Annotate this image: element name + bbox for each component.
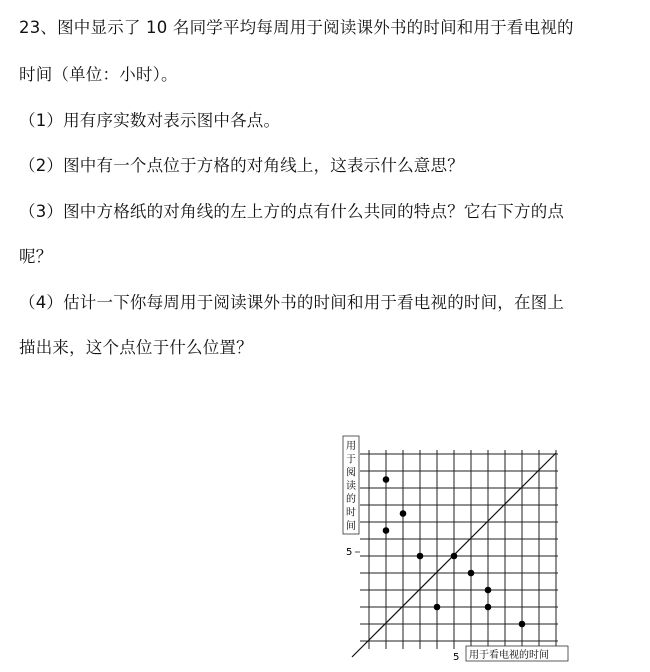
data-point: [400, 510, 407, 517]
data-point: [383, 476, 390, 483]
data-point: [434, 604, 441, 611]
question-part-2: （2）图中有一个点位于方格的对角线上，这表示什么意思？: [19, 156, 464, 175]
question-line-2: 时间（单位：小时）。: [19, 65, 178, 84]
data-point: [485, 604, 492, 611]
data-point: [417, 553, 424, 560]
question-part-4a: （4）估计一下你每周用于阅读课外书的时间和用于看电视的时间，在图上: [19, 293, 565, 312]
question-part-3a: （3）图中方格纸的对角线的左上方的点有什么共同的特点？它右下方的点: [19, 202, 565, 221]
question-line-1: 23、图中显示了 10 名同学平均每周用于阅读课外书的时间和用于看电视的: [19, 18, 574, 37]
data-point: [451, 553, 458, 560]
data-point: [485, 587, 492, 594]
question-part-4b: 描出来，这个点位于什么位置？: [19, 338, 253, 357]
data-point: [383, 527, 390, 534]
question-part-3b: 呢？: [19, 247, 53, 266]
y-tick-label: 5: [346, 547, 353, 558]
question-part-1: （1）用有序实数对表示图中各点。: [19, 111, 281, 130]
x-axis-label: 用于看电视的时间: [469, 650, 549, 661]
x-tick-label: 5: [453, 652, 460, 663]
y-axis-label: 用于阅读的时间: [346, 441, 356, 532]
data-point: [468, 570, 475, 577]
data-point: [519, 621, 526, 628]
chart-labels: [343, 436, 568, 663]
